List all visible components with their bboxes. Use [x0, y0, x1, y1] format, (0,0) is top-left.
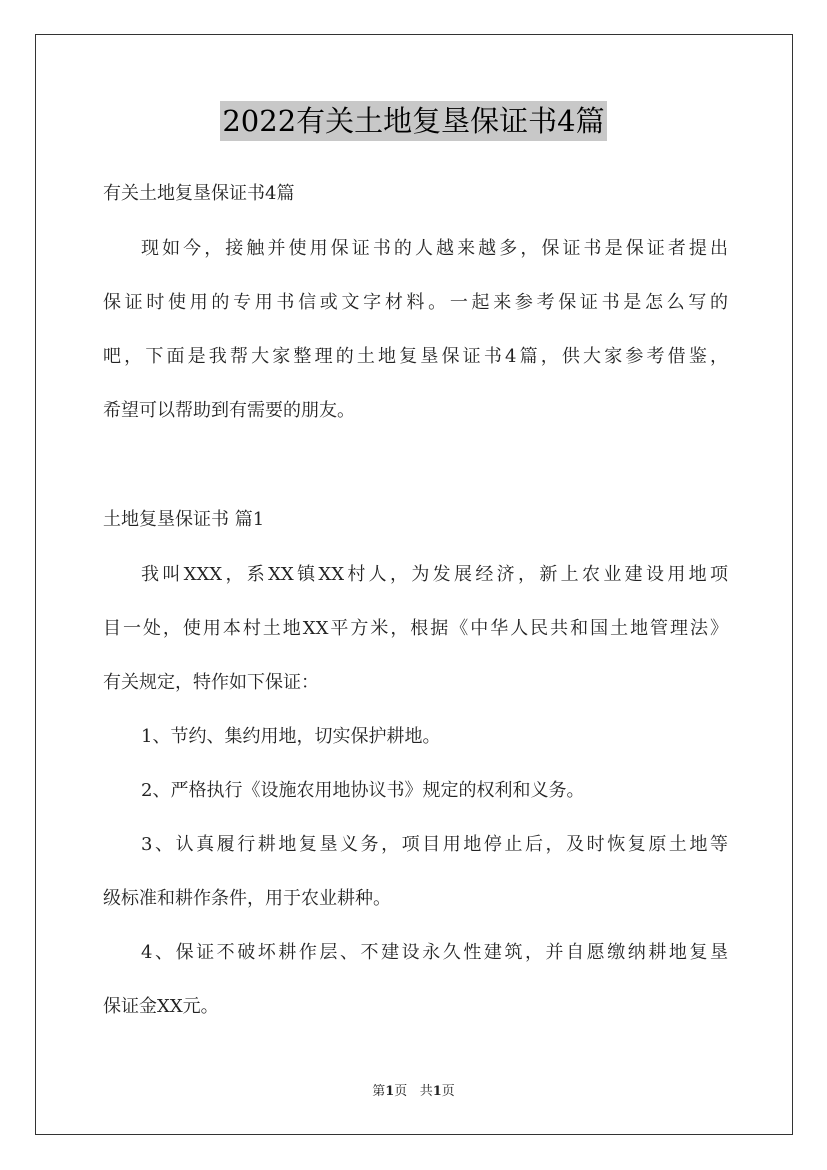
document-title: 2022有关土地复垦保证书4篇: [220, 101, 606, 141]
page-footer: [0, 1083, 827, 1101]
intro-line-1: 现如今，接触并使用保证书的人越来越多，保证书是保证者提出: [141, 238, 728, 259]
footer-prefix: 第: [372, 1084, 386, 1099]
footer-page-number: 1: [385, 1084, 395, 1099]
section-line-1: 我叫XXX，系XX镇XX村人，为发展经济，新上农业建设用地项: [141, 564, 728, 585]
footer-page-total: 1: [432, 1084, 442, 1099]
item-4-line-1: 4、保证不破坏耕作层、不建设永久性建筑，并自愿缴纳耕地复垦: [141, 942, 728, 963]
intro-line-2: 保证时使用的专用书信或文字材料。一起来参考保证书是怎么写的: [103, 292, 728, 313]
intro-line-4: 希望可以帮助到有需要的朋友。: [103, 400, 355, 421]
footer-mid: 页 共: [394, 1084, 433, 1099]
item-2: 2、严格执行《设施农用地协议书》规定的权利和义务。: [141, 780, 585, 801]
intro-line-3: 吧，下面是我帮大家整理的土地复垦保证书4篇，供大家参考借鉴，: [103, 346, 728, 367]
item-1: 1、节约、集约用地，切实保护耕地。: [141, 726, 441, 747]
item-3-line-1: 3、认真履行耕地复垦义务，项目用地停止后，及时恢复原土地等: [141, 834, 728, 855]
item-3-line-2: 级标准和耕作条件，用于农业耕种。: [103, 888, 391, 909]
section-line-2: 目一处，使用本村土地XX平方米，根据《中华人民共和国土地管理法》: [103, 618, 728, 639]
footer-suffix: 页: [441, 1084, 455, 1099]
item-4-line-2: 保证金XX元。: [103, 996, 219, 1017]
section-line-3: 有关规定，特作如下保证：: [103, 672, 319, 693]
title-container: [0, 101, 827, 141]
document-subtitle: 有关土地复垦保证书4篇: [103, 183, 295, 204]
section-heading: 土地复垦保证书 篇1: [103, 509, 265, 530]
